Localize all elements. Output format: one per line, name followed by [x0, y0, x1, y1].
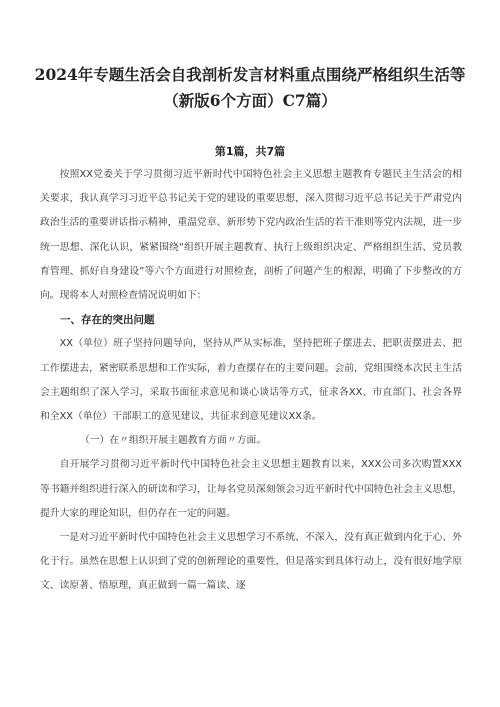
subsection-paragraph: 一是对习近平新时代中国特色社会主义思想学习不系统、不深入，没有真正做到内化于心、外化于行。虽然在思想上认识到了党的创新理论的重要性，但是落实到具体行动上，没有很好地学原文、读原著、悟原理，真正做到一篇一篇读、逐 — [40, 532, 462, 592]
subsection-paragraph: 自开展学习贯彻习近平新时代中国特色社会主义思想主题教育以来，XXX公司多次购置XXX等书籍并组织进行深入的研读和学习，让每名党员深刻领会习近平新时代中国特色社会主义思想，提升大家的理论知识，但仍存在一定的问题。 — [40, 459, 462, 519]
section-heading: 一、存在的突出问题 — [60, 314, 155, 327]
document-subheading: 第1篇，共7篇 — [214, 145, 286, 158]
document-title: 2024年专题生活会自我剖析发言材料重点围绕严格组织生活等（新版6个方面）C7篇） — [34, 65, 466, 110]
document-body — [40, 163, 462, 599]
section-paragraph: XX（单位）班子坚持问题导向，坚持从严从实标准，坚持把班子摆进去、把职责摆进去、把工作摆进去，紧密联系思想和工作实际，着力查摆存在的主要问题。会前，党组围绕本次民主生活会主题组织了深入学习，采取书面征求意见和谈心谈话等方式，征求各XX、市直部门、社会各界和全XX（单位）干部职工的意见建议，共征求到意见建议XX条。 — [40, 338, 462, 423]
subsection-heading: （一）在〃组织开展主题教育方面〃方面。 — [80, 435, 267, 447]
intro-paragraph: 按照XX党委关于学习贯彻习近平新时代中国特色社会主义思想主题教育专题民主生活会的相关要求，我认真学习习近平总书记关于党的建设的重要思想，深入贯彻习近平总书记关于严肃党内政治生活的重要讲话指示精神，重温党章、新形势下党内政治生活的若干准则等党内法规，进一步统一思想、深化认识，紧紧围绕“组织开展主题教育、执行上级组织决定、严格组织生活、党员教育管理、抓好自身建设”等六个方面进行对照检查，剖析了问题产生的根源，明确了下步整改的方向。现将本人对照检查情况说明如下： — [40, 169, 462, 302]
